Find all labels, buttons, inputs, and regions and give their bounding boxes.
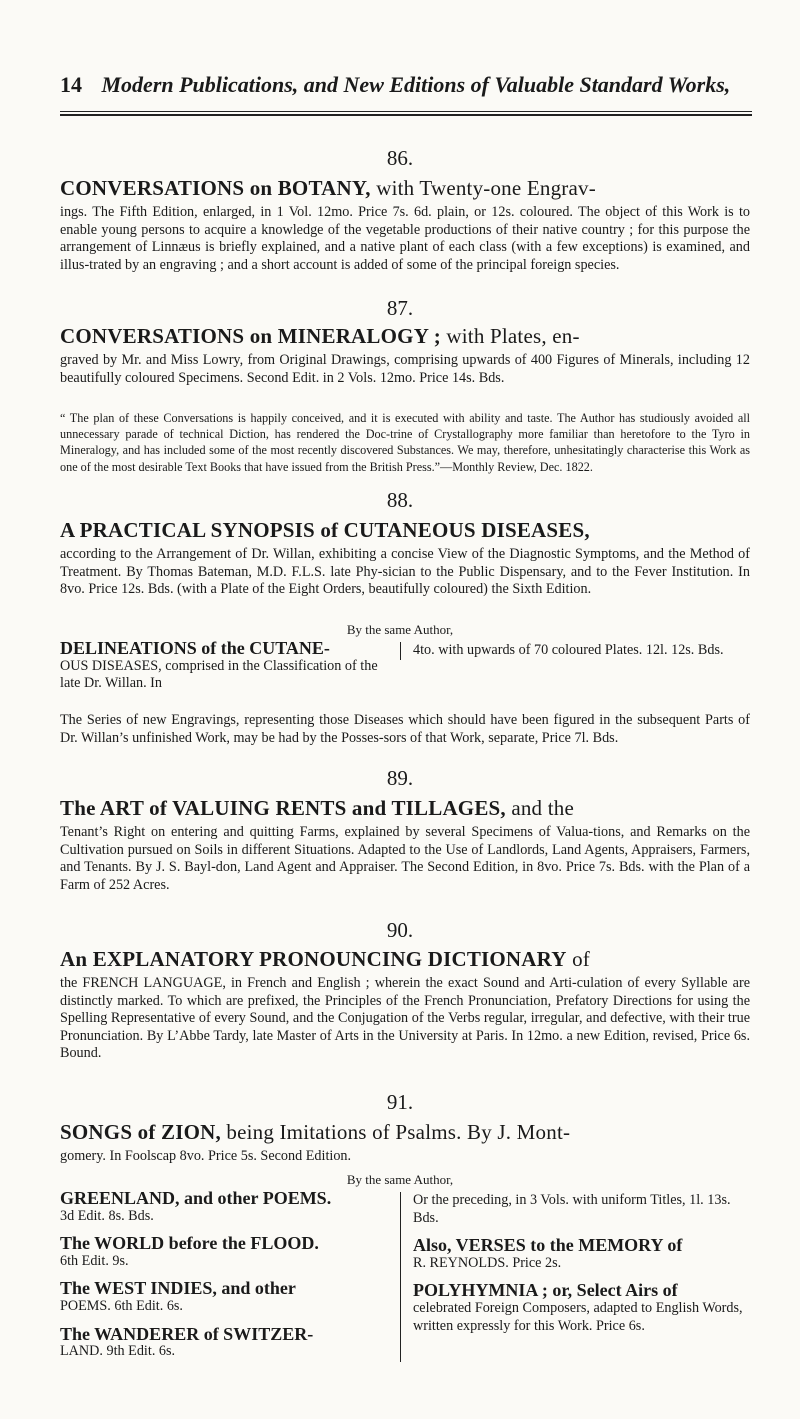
title-main: CONVERSATIONS on MINERALOGY ; xyxy=(60,324,441,348)
related-title: GREENLAND, and other POEMS. xyxy=(60,1188,332,1208)
entry-title-87 xyxy=(60,324,750,349)
title-main: CONVERSATIONS on BOTANY, xyxy=(60,176,371,200)
entry-number-90: 90. xyxy=(386,918,414,942)
related-detail: OUS DISEASES, comprised in the Classification of the late Dr. Willan. In xyxy=(60,657,378,692)
title-rest: and the xyxy=(505,796,574,820)
related-detail: LAND. 9th Edit. 6s. xyxy=(60,1343,176,1360)
title-main: The ART of VALUING RENTS and TILLAGES, xyxy=(60,796,506,820)
header-rule xyxy=(60,111,752,112)
byline-91: By the same Author, xyxy=(346,1172,454,1187)
related-title: The WORLD before the FLOOD. xyxy=(60,1233,319,1254)
related-title: POLYHYMNIA ; or, Select Airs of xyxy=(413,1280,678,1301)
entry-title-89 xyxy=(60,796,750,821)
entry-body-86: ings. The Fifth Edition, enlarged, in 1 Vol. 12mo. Price 7s. 6d. plain, or 12s. coloured. The object of this Work is to enable young persons to acquire a knowledge of the vegetable productions of their native country ; for this purpose the arrangement of Linnæus is briefly explained, and a native plant of each class (with a few exceptions) is examined, and illus-trated by an engraving ; and a short account is added of some of the principal foreign species. xyxy=(60,204,750,273)
related-detail: Or the preceding, in 3 Vols. with uniform Titles, 1l. 13s. Bds. xyxy=(413,1192,731,1226)
title-main: SONGS of ZION, xyxy=(60,1120,221,1144)
related-detail: POEMS. 6th Edit. 6s. xyxy=(60,1297,183,1314)
related-item xyxy=(60,1190,380,1225)
entry-number-91: 91. xyxy=(386,1090,414,1114)
entry-number-89: 89. xyxy=(386,766,414,790)
title-rest: being Imitations of Psalms. xyxy=(220,1120,462,1144)
related-item xyxy=(413,1282,750,1335)
entry-title-86 xyxy=(60,176,750,201)
related-detail: R. REYNOLDS. Price 2s. xyxy=(413,1254,562,1271)
running-header xyxy=(60,72,750,98)
related-title: Also, VERSES to the MEMORY of xyxy=(413,1235,683,1256)
entry-body2-88: The Series of new Engravings, representing those Diseases which should have been figured in the subsequent Parts of Dr. Willan’s unfinished Work, may be had by the Posses-sors of that Work, separate, Price 7l. Bds. xyxy=(60,712,750,746)
related-item xyxy=(60,1323,380,1361)
related-item xyxy=(60,1280,380,1315)
related-item xyxy=(60,1235,380,1270)
related-title: The WANDERER of SWITZER- xyxy=(60,1323,314,1344)
related-left-88 xyxy=(60,640,380,693)
entry-body-87: graved by Mr. and Miss Lowry, from Original Drawings, comprising upwards of 400 Figures of Minerals, including 12 beautifully coloured Specimens. Second Edit. in 2 Vols. 12mo. Price 14s. Bds. xyxy=(60,352,750,386)
entry-body-89: Tenant’s Right on entering and quitting Farms, explained by several Specimens of Valua-tions, and Remarks on the Cultivation pursued on Soils in different Situations. Adapted to the Use of Landlords, Land Agents, Appraisers, Farmers, and Tenants. By J. S. Bayl-don, Land Agent and Appraiser. The Second Edition, in 8vo. Price 7s. Bds. with the Plan of a Farm of 252 Acres. xyxy=(60,824,750,893)
entry-number-88: 88. xyxy=(386,488,414,512)
related-right-91 xyxy=(400,1192,750,1362)
title-rest: with Twenty-one Engrav- xyxy=(370,176,596,200)
related-item xyxy=(413,1192,750,1227)
entry-body-88: according to the Arrangement of Dr. Willan, exhibiting a concise View of the Diagnostic Symptoms, and the Method of Treatment. By Thomas Bateman, M.D. F.L.S. late Phy-sician to the Public Dispensary, and to the Fever Institution. In 8vo. Price 12s. Bds. (with a Plate of the Eight Orders, beautifully coloured) the Sixth Edition. xyxy=(60,546,750,598)
running-title: Modern Publications, and New Editions of Valuable Standard Works, xyxy=(101,72,731,97)
title-rest: with Plates, en- xyxy=(440,324,580,348)
entry-body-90: the FRENCH LANGUAGE, in French and English ; wherein the exact Sound and Arti-culation of every Syllable are distinctly marked. To which are prefixed, the Principles of the French Pronunciation, Prefatory Directions for using the Spelling Representative of every Sound, and the Conjugation of the Verbs regular, irregular, and defective, with their true Pronunciation. By L’Abbe Tardy, late Master of Arts in the University at Paris. In 12mo. a new Edition, revised, Price 6s. Bound. xyxy=(60,975,750,1062)
title-rest: of xyxy=(566,947,590,971)
related-left-91 xyxy=(60,1190,380,1371)
entry-body-91: gomery. In Foolscap 8vo. Price 5s. Second Edition. xyxy=(60,1148,352,1164)
related-detail: celebrated Foreign Composers, adapted to English Words, written expressly for this Work. Price 6s. xyxy=(413,1299,743,1334)
entry-title-88: A PRACTICAL SYNOPSIS of CUTANEOUS DISEASES, xyxy=(60,518,590,542)
related-title: DELINEATIONS of the CUTANE- xyxy=(60,638,330,658)
related-detail: 6th Edit. 9s. xyxy=(60,1252,129,1269)
entry-number-86: 86. xyxy=(386,146,414,170)
title-author: By J. Mont- xyxy=(461,1120,571,1144)
related-item xyxy=(413,1237,750,1272)
related-title: The WEST INDIES, and other xyxy=(60,1278,296,1299)
entry-title-91 xyxy=(60,1120,750,1145)
page-number: 14 xyxy=(60,72,82,97)
entry-number-87: 87. xyxy=(386,296,414,320)
header-rule-thick xyxy=(60,114,752,116)
review-quote-87: “ The plan of these Conversations is happily conceived, and it is executed with ability and taste. The Author has studiously avoided all unnecessary parade of technical Diction, has rendered the Doc-trine of Crystallography more familiar than heretofore to the Tyro in Mineralogy, and has included some of the most recently discovered Substances. We may, therefore, unhesitatingly characterise this Work as one of the most desirable Text Books that have issued from the British Press.”—Monthly Review, Dec. 1822. xyxy=(60,411,750,474)
entry-title-90 xyxy=(60,947,750,972)
related-detail: 4to. with upwards of 70 coloured Plates. 12l. 12s. Bds. xyxy=(413,642,724,658)
title-main: An EXPLANATORY PRONOUNCING DICTIONARY xyxy=(60,947,567,971)
byline-88: By the same Author, xyxy=(346,622,454,637)
related-detail: 3d Edit. 8s. Bds. xyxy=(60,1207,154,1224)
related-right-88 xyxy=(400,642,750,660)
